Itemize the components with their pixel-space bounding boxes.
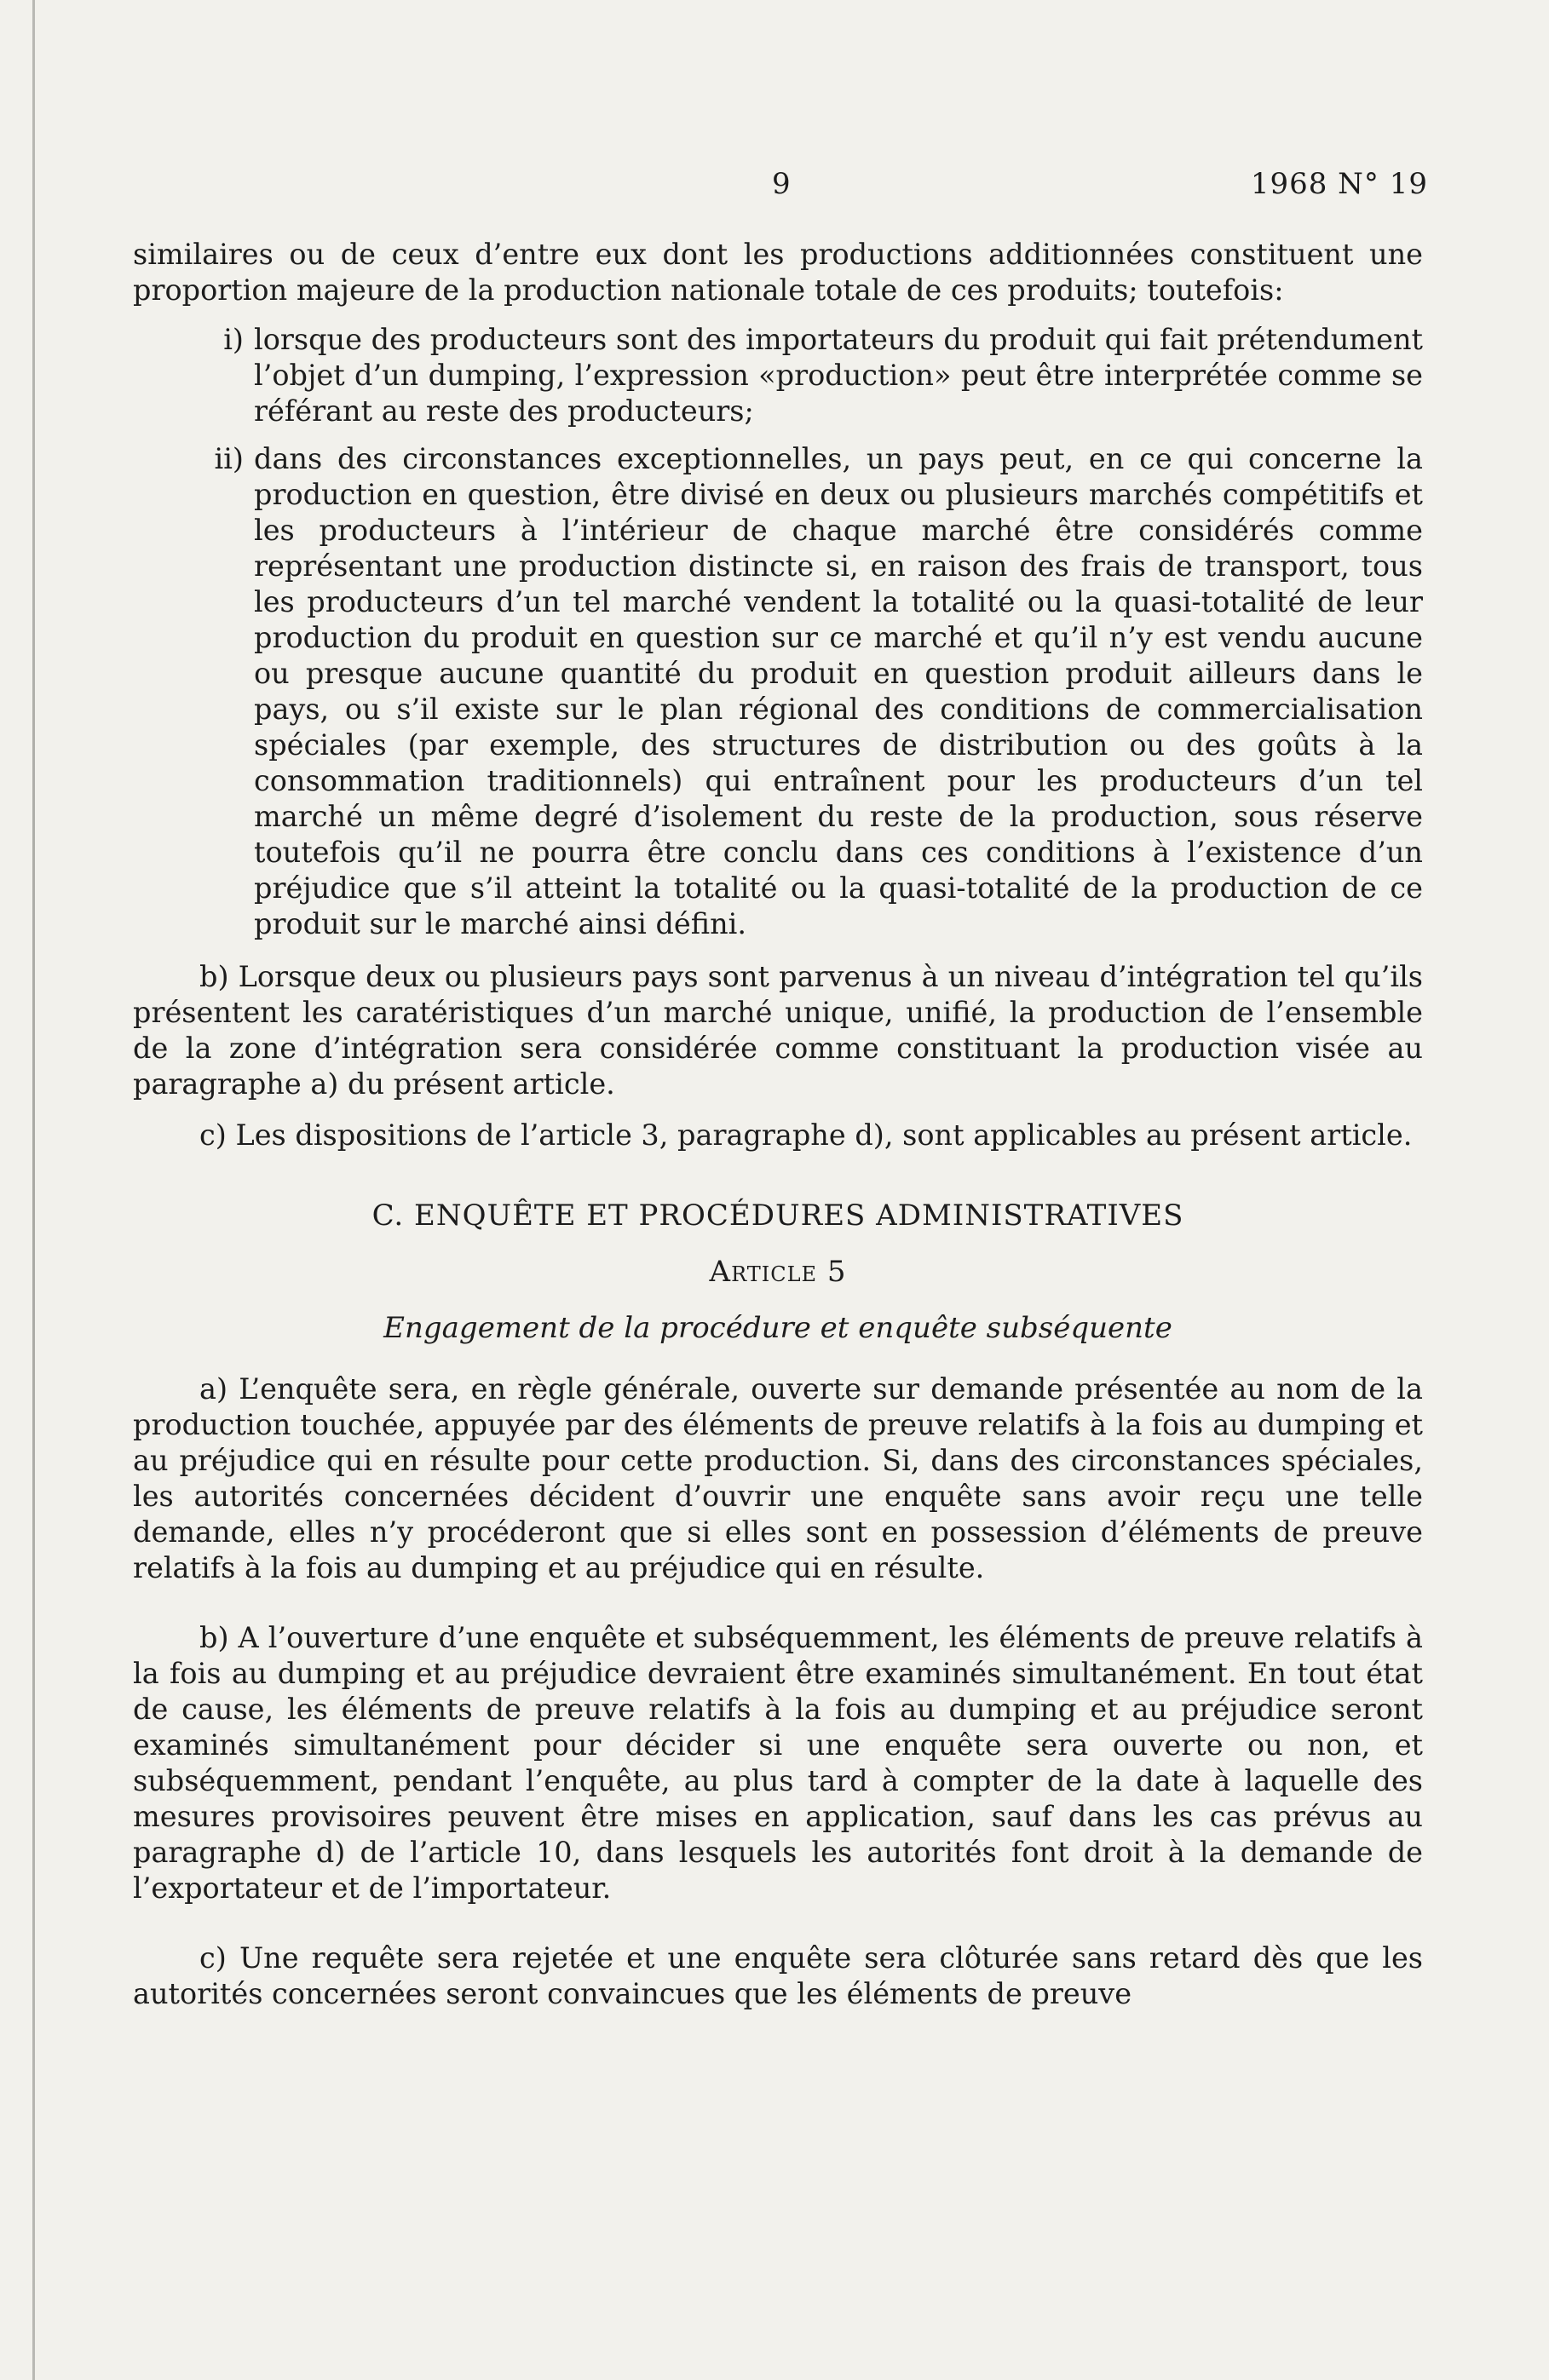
article-5-paragraph-b: b) A l’ouverture d’une enquête et subséquemment, les éléments de preuve relatifs à la fois au dumping et au préjudice devraient être examinés simultanément. En tout état de cause, les éléments de preuve relatifs à la fois au dumping et au préjudice seront examinés simultanément pour décider si une enquête sera ouverte ou non, et subséquemment, pendant l’enquête, au plus tard à compter de la date à laquelle des mesures provisoires peuvent être mises en application, sauf dans les cas prévus au paragraphe d) de l’article 10, dans lesquels les autorités font droit à la demande de l’exportateur et de l’importateur. — [133, 1621, 1423, 1905]
page-header — [0, 167, 1549, 218]
document-reference: 1968 N° 19 — [1250, 167, 1428, 201]
list-item-number: ii) — [214, 442, 244, 475]
list-item-number: i) — [223, 323, 244, 356]
article-heading: Article 5 — [709, 1255, 847, 1289]
list-item-i — [206, 322, 1423, 429]
list-item-ii — [206, 441, 1423, 942]
list-item-text: dans des circonstances exceptionnelles, un pays peut, en ce qui concerne la production en question, être divisé en deux ou plusieurs marchés compétitifs et les producteurs à l’intérieur de chaque marché être considérés comme représentant une production distincte si, en raison des frais de transport, tous les producteurs d’un tel marché vendent la totalité ou la quasi-totalité de leur production du produit en question sur ce marché et qu’il n’y est vendu aucune ou presque aucune quantité du produit en question produit ailleurs dans le pays, ou s’il existe sur le plan régional des conditions de commercialisation spéciales (par exemple, des structures de distribution ou des goûts à la consommation traditionnels) qui entraînent pour les producteurs d’un tel marché un même degré d’isolement du reste de la production, sous réserve toutefois qu’il ne pourra être conclu dans ces conditions à l’existence d’un préjudice que s’il atteint la totalité ou la quasi-totalité de la production de ce produit sur le marché ainsi défini. — [254, 442, 1423, 940]
paragraph-c: c) Les dispositions de l’article 3, paragraphe d), sont applicables au présent article. — [199, 1118, 1413, 1152]
article-5-paragraph-c: c) Une requête sera rejetée et une enquête sera clôturée sans retard dès que les autorités concernées seront convaincues que les éléments de preuve — [133, 1941, 1423, 2010]
list-item-text: lorsque des producteurs sont des importateurs du produit qui fait prétendument l’objet d’un dumping, l’expression «production» peut être interprétée comme se référant au reste des producteurs; — [254, 323, 1423, 428]
document-body — [133, 237, 1423, 2027]
section-heading: C. ENQUÊTE ET PROCÉDURES ADMINISTRATIVES — [371, 1199, 1184, 1233]
paragraph-b: b) Lorsque deux ou plusieurs pays sont parvenus à un niveau d’intégration tel qu’ils présentent les caratéristiques d’un marché unique, unifié, la production de l’ensemble de la zone d’intégration sera considérée comme constituant la production visée au paragraphe a) du présent article. — [133, 960, 1423, 1101]
page-binding-edge — [32, 0, 35, 2380]
intro-paragraph: similaires ou de ceux d’entre eux dont les productions additionnées constituent une proportion majeure de la production nationale totale de ces produits; toutefois: — [133, 238, 1423, 307]
page-number: 9 — [772, 167, 791, 201]
article-5-paragraph-a: a) L’enquête sera, en règle générale, ouverte sur demande présentée au nom de la production touchée, appuyée par des éléments de preuve relatifs à la fois au dumping et au préjudice qui en résulte pour cette production. Si, dans des circonstances spéciales, les autorités concernées décident d’ouvrir une enquête sans avoir reçu une telle demande, elles n’y procéderont que si elles sont en possession d’éléments de preuve relatifs à la fois au dumping et au préjudice qui en résulte. — [133, 1372, 1423, 1584]
article-subtitle: Engagement de la procédure et enquête subséquente — [383, 1311, 1172, 1345]
